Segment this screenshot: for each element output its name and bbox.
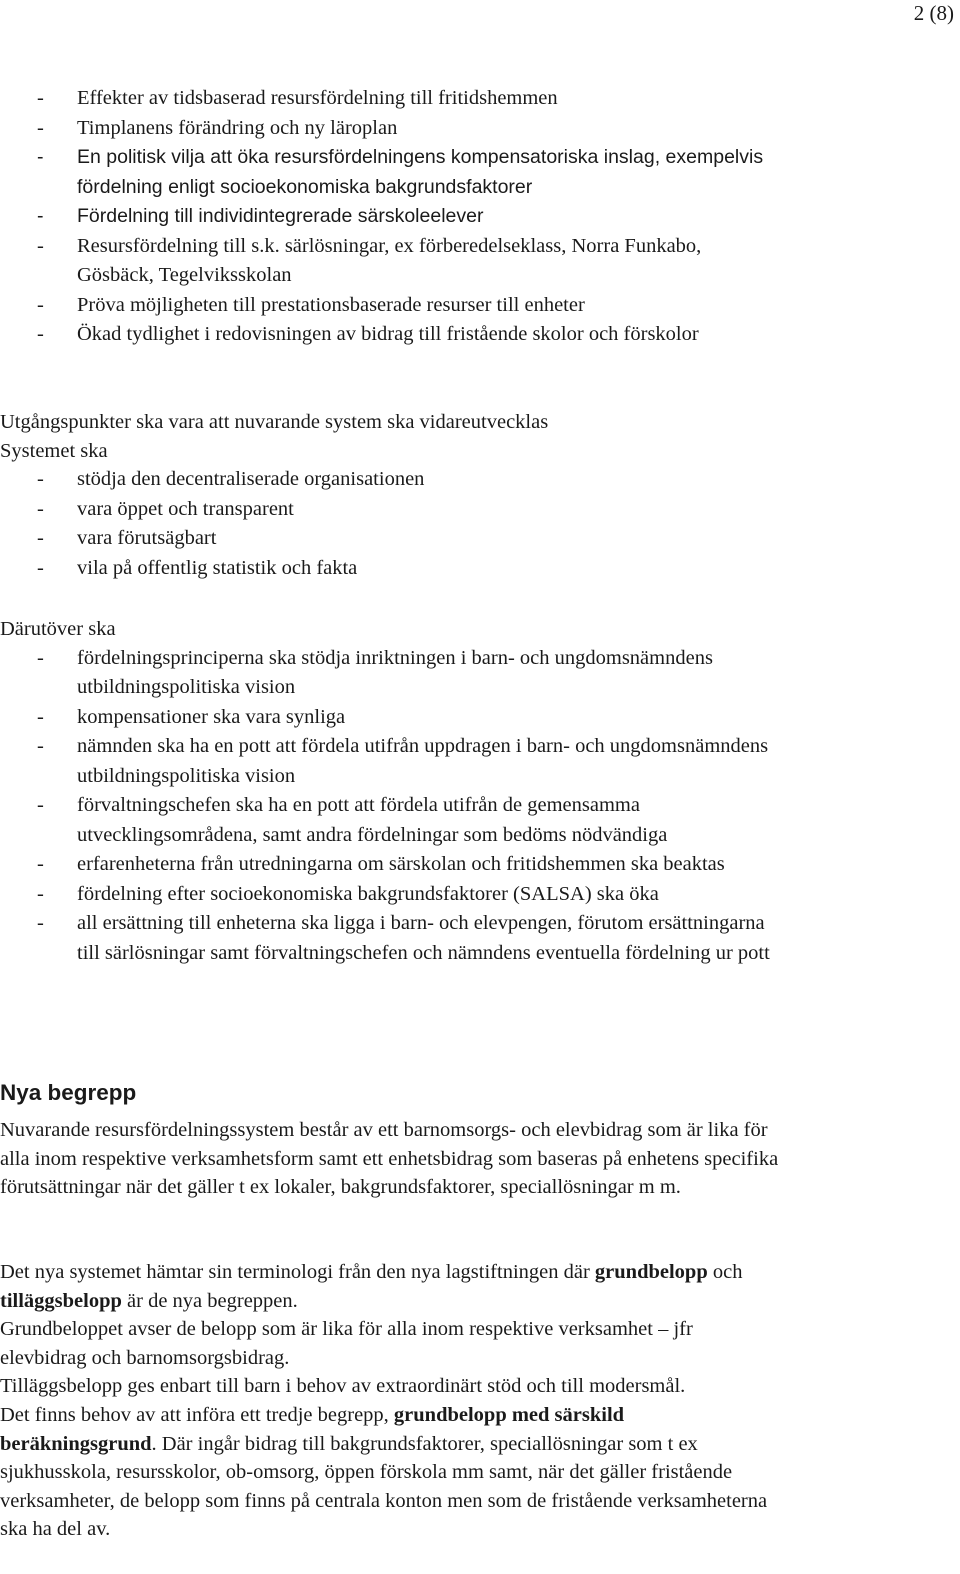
text: Det finns behov av att införa ett tredje begrepp, <box>0 1403 394 1426</box>
list-item: - stödja den decentraliserade organisationen <box>0 465 960 495</box>
term-grundbelopp: grundbelopp <box>594 1261 708 1283</box>
list-item: - En politisk vilja att öka resursfördelningens kompensatoriska inslag, exempelvis fördelning enligt socioekonomiska bakgrundsfaktorer <box>0 143 960 202</box>
list-item: - kompensationer ska vara synliga <box>0 703 960 733</box>
list-item: - vara förutsägbart <box>0 524 960 554</box>
list-item: - Ökad tydlighet i redovisningen av bidrag till fristående skolor och förskolor <box>0 320 960 350</box>
list-item: - vila på offentlig statistik och fakta <box>0 554 960 584</box>
list-item: - fördelningsprinciperna ska stödja inriktningen i barn- och ungdomsnämndens utbildningspolitiska vision <box>0 644 960 703</box>
list-item: - Timplanens förändring och ny läroplan <box>0 114 960 144</box>
text: är de nya begreppen. <box>121 1289 298 1312</box>
paragraph-tillaggsbelopp: Tilläggsbelopp ges enbart till barn i behov av extraordinärt stöd och till modersmål. <box>0 1375 686 1398</box>
text: Det nya systemet hämtar sin terminologi från den nya lagstiftningen där <box>0 1261 595 1283</box>
list-item: - Pröva möjligheten till prestationsbaserade resurser till enheter <box>0 291 960 321</box>
paragraph-det-nya <box>0 1258 960 1315</box>
term-grundbelopp-sarskild: grundbelopp med särskild beräkningsgrund <box>0 1403 625 1455</box>
page-number: 2 (8) <box>913 1 954 25</box>
paragraph-grundbelopp: Grundbeloppet avser de belopp som är lika för alla inom respektive verksamhet – jfr elevbidrag och barnomsorgsbidrag. <box>0 1318 693 1369</box>
list-item: - nämnden ska ha en pott att fördela utifrån uppdragen i barn- och ungdomsnämndens utbildningspolitiska vision <box>0 732 960 791</box>
paragraph-darutover-ska: Därutöver ska <box>0 618 116 640</box>
list-item: - förvaltningschefen ska ha en pott att fördela utifrån de gemensamma utvecklingsområdena, samt andra fördelningar som bedöms nödvändiga <box>0 791 960 850</box>
list-item: - all ersättning till enheterna ska ligga i barn- och elevpengen, förutom ersättningarna till särlösningar samt förvaltningschefen och nämndens eventuella fördelning ur pott <box>0 909 960 968</box>
paragraph-nuvarande: Nuvarande resursfördelningssystem består av ett barnomsorgs- och elevbidrag som är lika för alla inom respektive verksamhetsform samt ett enhetsbidrag som baseras på enhetens specifika förutsättningar när det gäller t ex lokaler, bakgrundsfaktorer, speciallösningar m m. <box>0 1119 779 1199</box>
text: och <box>707 1261 743 1283</box>
intro-list <box>0 84 960 350</box>
darutover-list <box>0 644 960 969</box>
list-item: - Resursfördelning till s.k. särlösningar, ex förberedelseklass, Norra Funkabo, Gösbäck, Tegelviksskolan <box>0 232 960 291</box>
systemet-list <box>0 465 960 583</box>
list-item: - Fördelning till individintegrerade särskoleelever <box>0 202 960 232</box>
section-darutover <box>0 615 960 968</box>
paragraph-utgangspunkter: Utgångspunkter ska vara att nuvarande system ska vidareutvecklas <box>0 411 549 433</box>
list-item: - Effekter av tidsbaserad resursfördelning till fritidshemmen <box>0 84 960 114</box>
paragraph-tredje-begrepp <box>0 1401 960 1544</box>
list-item: - vara öppet och transparent <box>0 495 960 525</box>
section-utgangspunkter <box>0 408 960 583</box>
list-item: - erfarenheterna från utredningarna om särskolan och fritidshemmen ska beaktas <box>0 850 960 880</box>
heading-nya-begrepp: Nya begrepp <box>0 1080 137 1105</box>
section-terminologi <box>0 1258 960 1544</box>
term-tillaggsbelopp: tilläggsbelopp <box>0 1289 122 1312</box>
list-item: - fördelning efter socioekonomiska bakgrundsfaktorer (SALSA) ska öka <box>0 880 960 910</box>
text: . Där ingår bidrag till bakgrundsfaktorer, speciallösningar som t ex sjukhusskola, resursskolor, ob-omsorg, öppen förskola mm samt, när det gäller fristående verksamheter, de belopp som finns på centrala konton men som de fristående verksamheterna ska ha del av. <box>0 1432 768 1541</box>
paragraph-systemet-ska: Systemet ska <box>0 439 108 462</box>
